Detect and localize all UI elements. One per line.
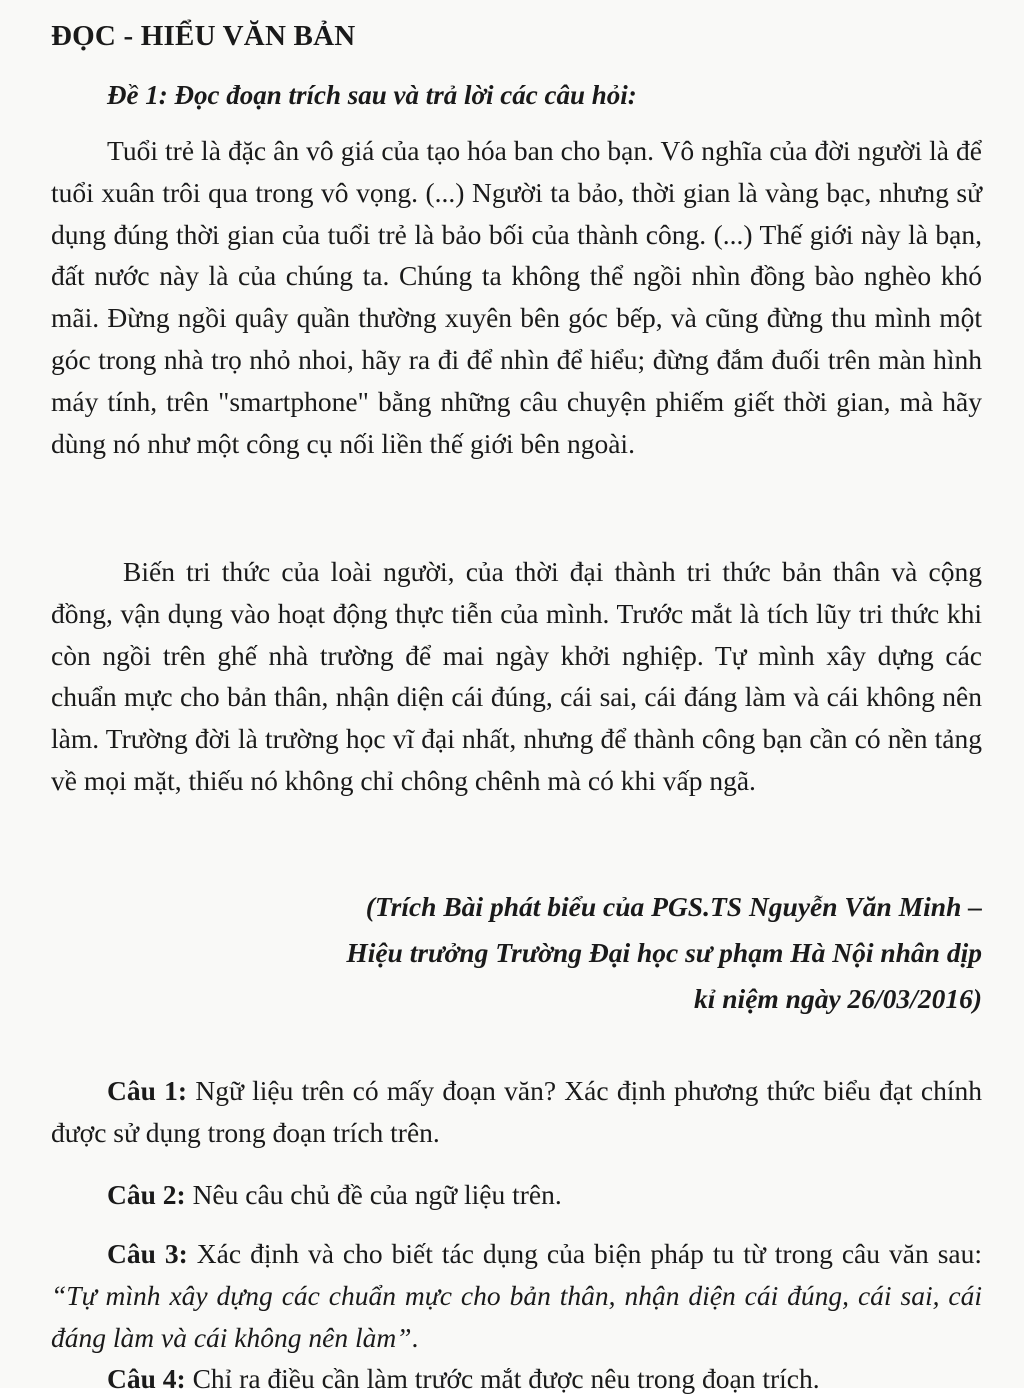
question-4-label: Câu 4: (107, 1363, 186, 1394)
question-1-label: Câu 1: (107, 1075, 188, 1106)
question-2 (51, 1174, 982, 1216)
citation-line-1: (Trích Bài phát biểu của PGS.TS Nguyễn Văn Minh – (365, 891, 982, 922)
question-3 (51, 1233, 982, 1359)
question-3-quote: “Tự mình xây dựng các chuẩn mực cho bản thân, nhận diện cái đúng, cái sai, cái đáng làm và cái không nên làm” (51, 1280, 982, 1353)
passage-paragraph-1: Tuổi trẻ là đặc ân vô giá của tạo hóa ban cho bạn. Vô nghĩa của đời người là để tuổi xuân trôi qua trong vô vọng. (...) Người ta bảo, thời gian là vàng bạc, nhưng sử dụng đúng thời gian của tuổi trẻ là bảo bối của thành công. (...) Thế giới này là bạn, đất nước này là của chúng ta. Chúng ta không thể ngồi nhìn đồng bào nghèo khó mãi. Đừng ngồi quây quần thường xuyên bên góc bếp, và cũng đừng thu mình một góc trong nhà trọ nhỏ nhoi, hãy ra đi để nhìn để hiểu; đừng đắm đuối trên màn hình máy tính, trên "smartphone" bằng những câu chuyện phiếm giết thời gian, mà hãy dùng nó như một công cụ nối liền thế giới bên ngoài. (51, 135, 982, 459)
section-heading: ĐỌC - HIỂU VĂN BẢN (51, 20, 356, 52)
question-1-text: Ngữ liệu trên có mấy đoạn văn? Xác định phương thức biểu đạt chính được sử dụng trong đoạn trích trên. (51, 1075, 983, 1148)
citation-block (182, 884, 982, 1022)
question-4 (51, 1358, 982, 1400)
question-3-end: . (411, 1322, 419, 1353)
task-instruction: Đề 1: Đọc đoạn trích sau và trả lời các câu hỏi: (107, 80, 637, 110)
passage-paragraph-2: Biến tri thức của loài người, của thời đại thành tri thức bản thân và cộng đồng, vận dụng vào hoạt động thực tiễn của mình. Trước mắt là tích lũy tri thức khi còn ngồi trên ghế nhà trường để mai ngày khởi nghiệp. Tự mình xây dựng các chuẩn mực cho bản thân, nhận diện cái đúng, cái sai, cái đáng làm và cái không nên làm. Trường đời là trường học vĩ đại nhất, nhưng để thành công bạn cần có nền tảng về mọi mặt, thiếu nó không chỉ chông chênh mà có khi vấp ngã. (51, 556, 982, 796)
question-3-label: Câu 3: (107, 1238, 188, 1269)
question-1 (51, 1070, 982, 1154)
question-2-label: Câu 2: (107, 1179, 186, 1210)
question-4-text: Chỉ ra điều cần làm trước mắt được nêu trong đoạn trích. (185, 1363, 820, 1394)
citation-line-3: kỉ niệm ngày 26/03/2016) (694, 983, 982, 1014)
question-2-text: Nêu câu chủ đề của ngữ liệu trên. (185, 1179, 562, 1210)
citation-line-2: Hiệu trưởng Trường Đại học sư phạm Hà Nội nhân dịp (346, 937, 982, 968)
question-3-text: Xác định và cho biết tác dụng của biện pháp tu từ trong câu văn sau: (187, 1238, 982, 1269)
